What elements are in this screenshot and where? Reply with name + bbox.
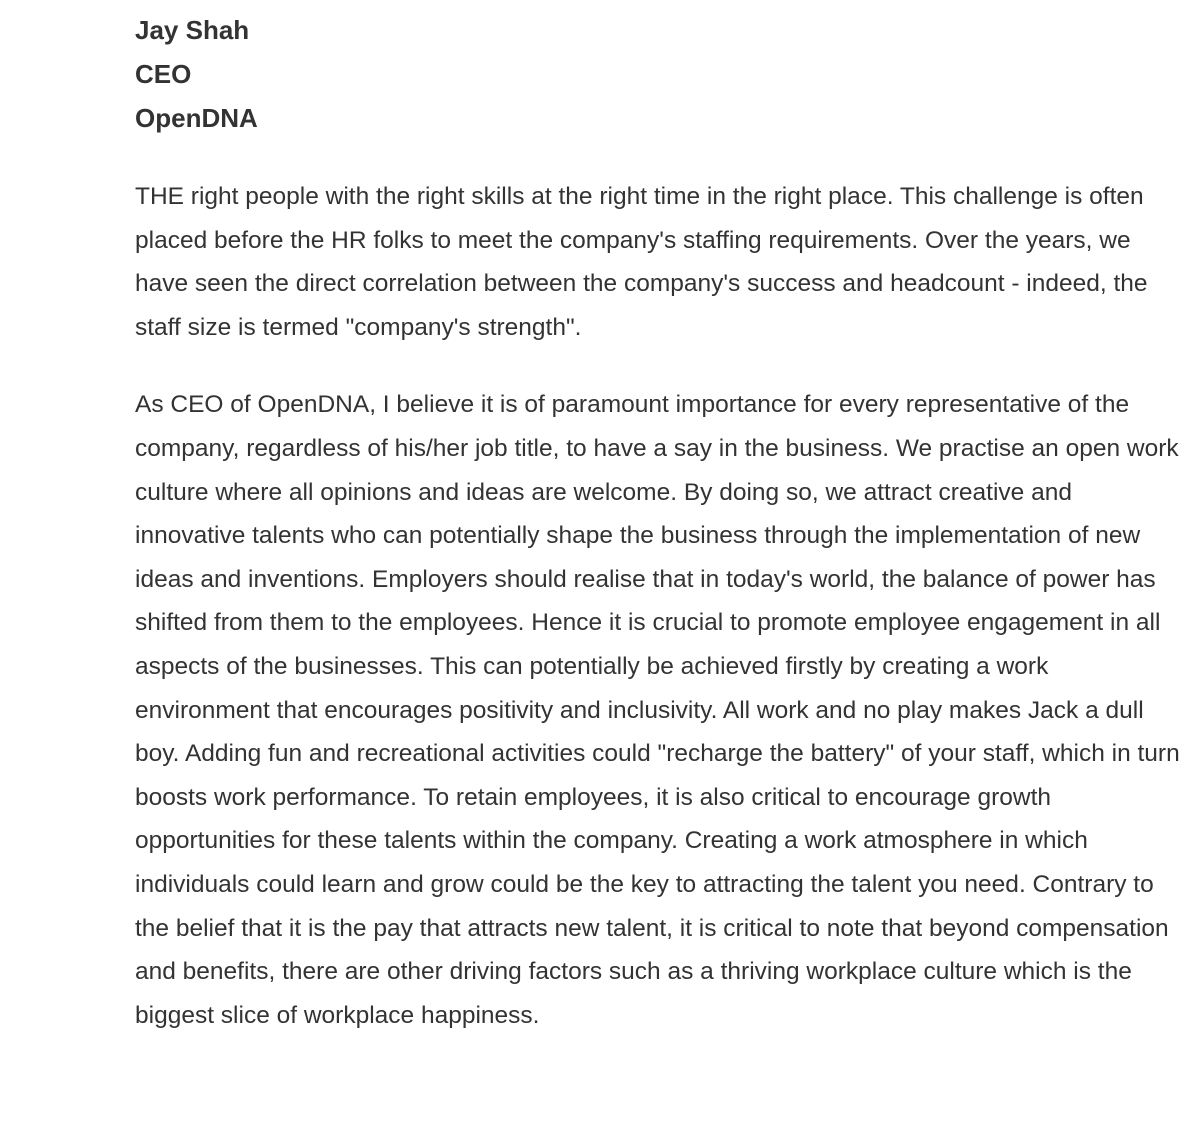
article bbox=[135, 0, 1180, 1037]
author-name: Jay Shah bbox=[135, 15, 250, 45]
paragraph-ceo-view: As CEO of OpenDNA, I believe it is of paramount importance for every representative of the company, regardless of his/her job title, to have a say in the business. We practise an open work culture where all opinions and ideas are welcome. By doing so, we attract creative and innovative talents who can potentially shape the business through the implementation of new ideas and inventions. Employers should realise that in today's world, the balance of power has shifted from them to the employees. Hence it is crucial to promote employee engagement in all aspects of the businesses. This can potentially be achieved firstly by creating a work environment that encourages positivity and inclusivity. All work and no play makes Jack a dull boy. Adding fun and recreational activities could "recharge the battery" of your staff, which in turn boosts work performance. To retain employees, it is also critical to encourage growth opportunities for these talents within the company. Creating a work atmosphere in which individuals could learn and grow could be the key to attracting the talent you need. Contrary to the belief that it is the pay that attracts new talent, it is critical to note that beyond compensation and benefits, there are other driving factors such as a thriving workplace culture which is the biggest slice of workplace happiness. bbox=[135, 391, 1180, 1029]
author-company: OpenDNA bbox=[135, 103, 258, 133]
author-title: CEO bbox=[135, 59, 192, 89]
paragraph-intro: THE right people with the right skills at the right time in the right place. This challenge is often placed before the HR folks to meet the company's staffing requirements. Over the years, we have seen the direct correlation between the company's success and headcount - indeed, the staff size is termed "company's strength". bbox=[135, 183, 1148, 341]
author-byline bbox=[135, 0, 1180, 140]
